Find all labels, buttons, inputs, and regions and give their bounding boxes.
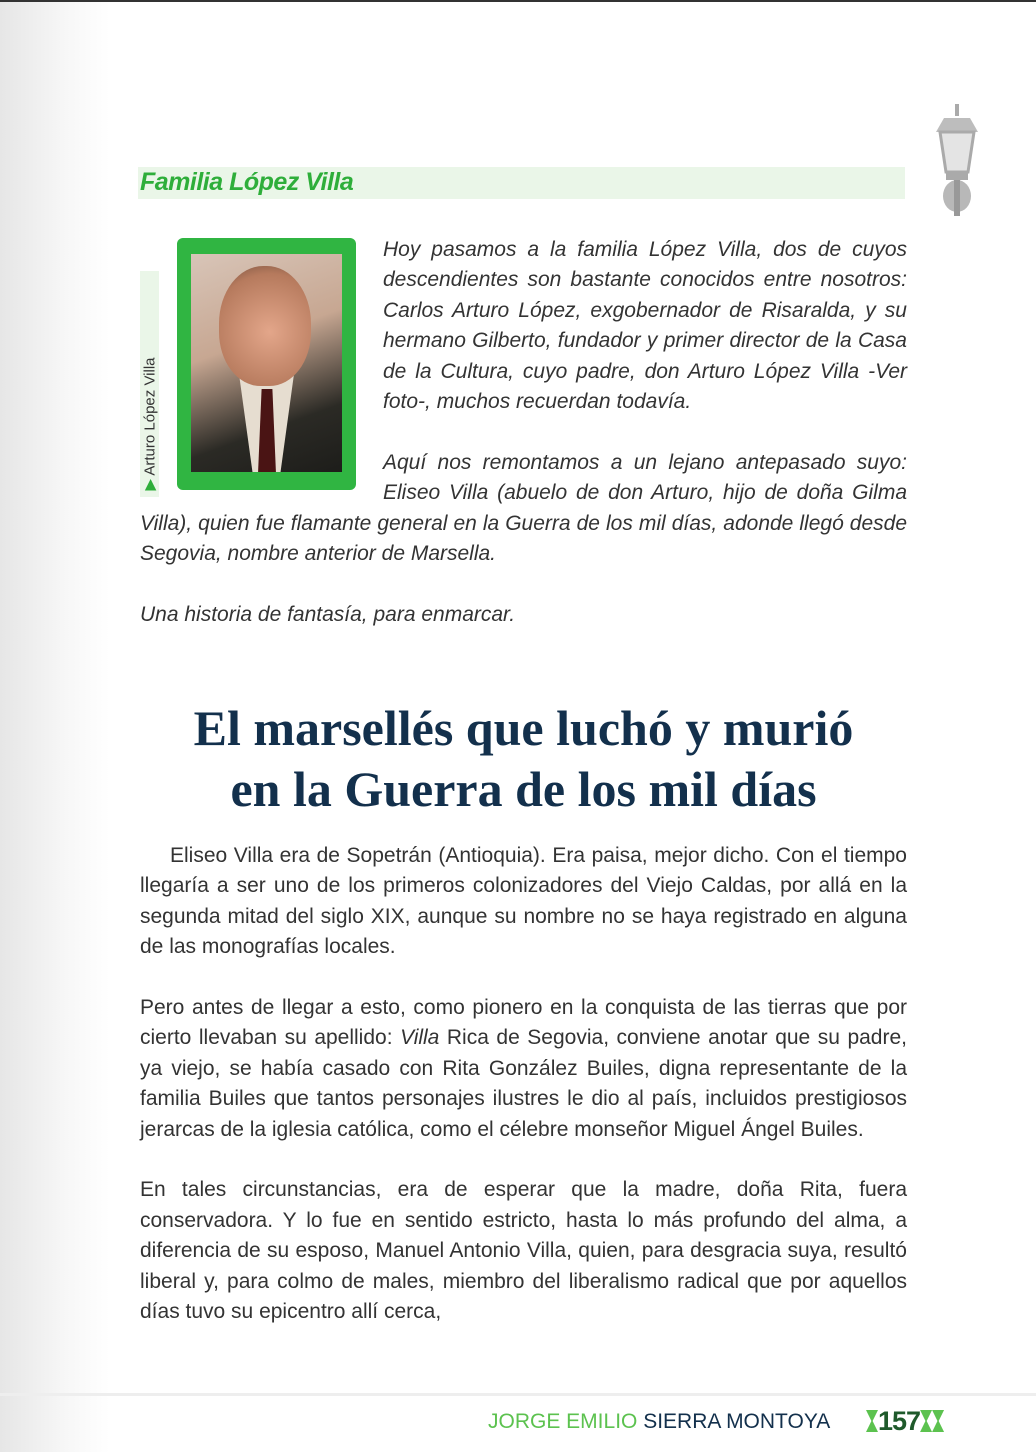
hourglass-ornament-icon [932,1410,944,1432]
photo-block [140,235,383,503]
body-paragraph [140,993,907,1145]
top-border [0,0,1036,2]
footer-author [488,1410,830,1434]
body-paragraph: Eliseo Villa era de Sopetrán (Antioquia). Era paisa, mejor dicho. Con el tiempo llegaría a ser uno de los primeros colonizadores del Viejo Caldas, por allá en la segunda mitad del siglo XIX, aunque su nombre no se haya registrado en alguna de las monografías locales. [140,844,907,959]
section-title: Familia López Villa [140,168,354,196]
article-body [140,841,907,1358]
author-last: SIERRA MONTOYA [643,1410,831,1433]
title-line: en la Guerra de los mil días [230,761,817,817]
emphasis: Villa [400,1026,440,1050]
intro-paragraph: Una historia de fantasía, para enmarcar. [140,602,516,626]
hourglass-ornament-icon [866,1410,878,1432]
title-line: El marsellés que luchó y murió [193,700,854,756]
intro-paragraph: Hoy pasamos a la familia López Villa, dos de cuyos descendientes son bastante conocidos entre nosotros: Carlos Arturo López, exgobernador de Risaralda, y su hermano Gilberto, fundador y primer director de la Casa de la Cultura, cuyo padre, don Arturo López Villa -Ver foto-, muchos recuerdan todavía. [383,238,907,414]
intro-text [140,235,907,661]
page-number-block [866,1406,944,1437]
text: Pero antes de llegar a esto, como pionero en la conquista de las tierras que por cierto llevaban su apellido: [140,996,907,1050]
page-gutter-shadow [0,2,110,1452]
triangle-icon: ▶ [141,478,159,491]
portrait-photo [191,254,342,472]
body-paragraph: En tales circunstancias, era de esperar que la madre, doña Rita, fuera conservadora. Y lo fue en sentido estricto, hasta lo más profundo del alma, a diferencia de su esposo, Manuel Antonio Villa, quien, para desgracia suya, resultó liberal y, para colmo de males, miembro del liberalismo radical que por aquellos días tuvo su epicentro allí cerca, [140,1178,907,1324]
photo-frame [177,238,356,490]
author-first: JORGE EMILIO [488,1410,638,1433]
photo-caption-text: Arturo López Villa [141,357,159,476]
photo-caption [141,271,160,491]
text: Rica de Segovia, conviene anotar que su padre, ya viejo, se había casado con Rita González Builes, digna representante de la familia Builes que tantos personajes ilustres le dio al país, incluidos prestigiosos jerarcas de la iglesia católica, como el célebre monseñor Miguel Ángel Builes. [140,1026,907,1141]
article-title [140,698,907,820]
hourglass-ornament-icon [920,1410,932,1432]
footer-divider [0,1393,1036,1396]
intro-paragraph: Aquí nos remontamos a un lejano antepasado suyo: Eliseo Villa (abuelo de don Arturo, hijo de doña Gilma Villa), quien fue flamante general en la Guerra de los mil días, adonde llegó desde Segovia, nombre anterior de Marsella. [140,450,907,566]
street-lamp-icon [934,104,980,216]
page-number: 157 [878,1406,921,1436]
